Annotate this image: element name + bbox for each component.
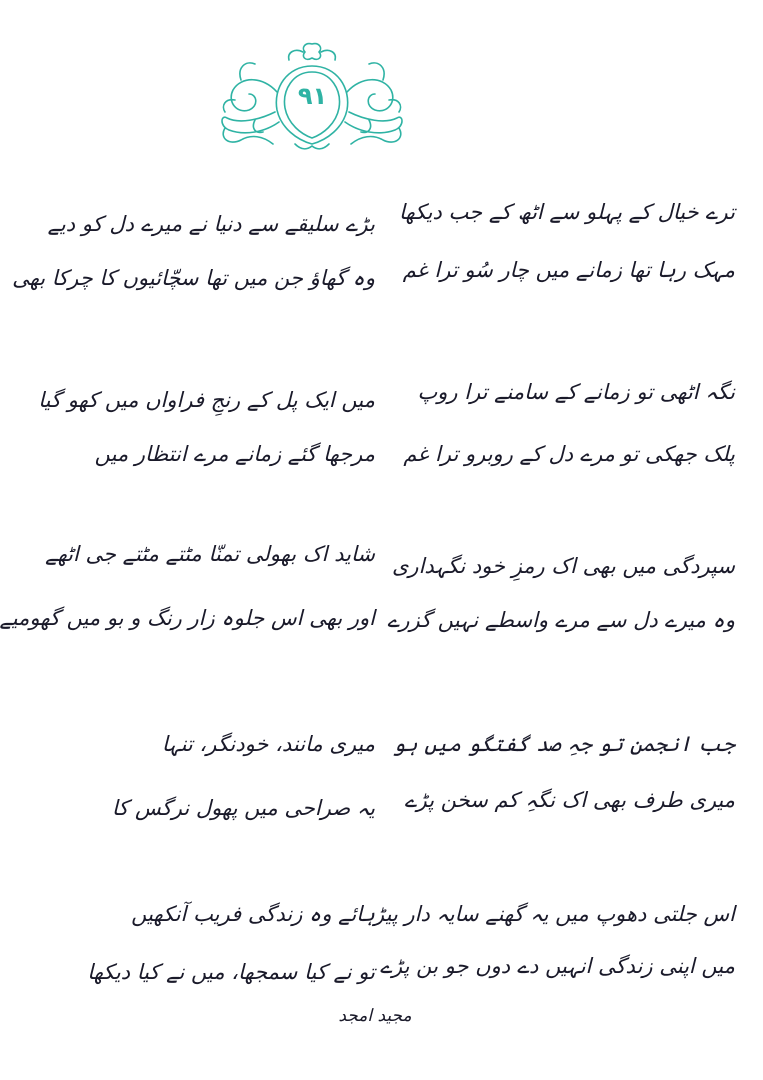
verse-line: جب انجمن تو جہِ صد گفتگو میں ہو bbox=[392, 732, 735, 756]
verse-line: اور بھی اس جلوہ زار رنگ و بو میں گھومیے bbox=[0, 606, 375, 630]
verse-line: میں اپنی زندگی انہیں دے دوں جو بن پڑے bbox=[379, 954, 735, 978]
verse-line: تو نے کیا سمجھا، میں نے کیا دیکھا bbox=[87, 960, 375, 984]
verse-line: وہ میرے دل سے مرے واسطے نہیں گزرے bbox=[387, 608, 735, 632]
verse-line: بڑے سلیقے سے دنیا نے میرے دل کو دیے bbox=[47, 212, 375, 236]
verse-line: میری مانند، خودنگر، تنہا bbox=[161, 732, 375, 756]
verse-line: اس جلتی دھوپ میں یہ گھنے سایہ دار پیڑ bbox=[374, 902, 735, 926]
verse-line: میری طرف بھی اک نگہِ کم سخن پڑے bbox=[404, 788, 735, 812]
poet-signature: مجید امجد bbox=[338, 1006, 412, 1026]
page-number: ۹۱ bbox=[297, 82, 328, 110]
page-number-emblem bbox=[215, 40, 410, 152]
verse-line: یہ صراحی میں پھول نرگس کا bbox=[111, 796, 375, 820]
verse-line: پلک جھکی تو مرے دل کے روبرو ترا غم bbox=[403, 442, 735, 466]
verse-line: شاید اک بھولی تمنّا مٹتے مٹتے جی اٹھے bbox=[45, 542, 375, 566]
verse-line: مہک رہا تھا زمانے میں چار سُو ترا غم bbox=[402, 258, 735, 282]
verse-line: وہ گھاؤ جن میں تھا سچّائیوں کا چرکا بھی bbox=[12, 266, 375, 290]
verse-line: ترے خیال کے پہلو سے اٹھ کے جب دیکھا bbox=[399, 200, 735, 224]
verse-line: سپردگی میں بھی اک رمزِ خود نگہداری bbox=[392, 554, 735, 578]
verse-line: میں ایک پل کے رنجِ فراواں میں کھو گیا bbox=[38, 388, 375, 412]
verse-line: ہائے وہ زندگی فریب آنکھیں bbox=[131, 902, 375, 926]
verse-line: نگہ اٹھی تو زمانے کے سامنے ترا روپ bbox=[417, 380, 735, 404]
verse-line: مرجھا گئے زمانے مرے انتظار میں bbox=[94, 442, 375, 466]
